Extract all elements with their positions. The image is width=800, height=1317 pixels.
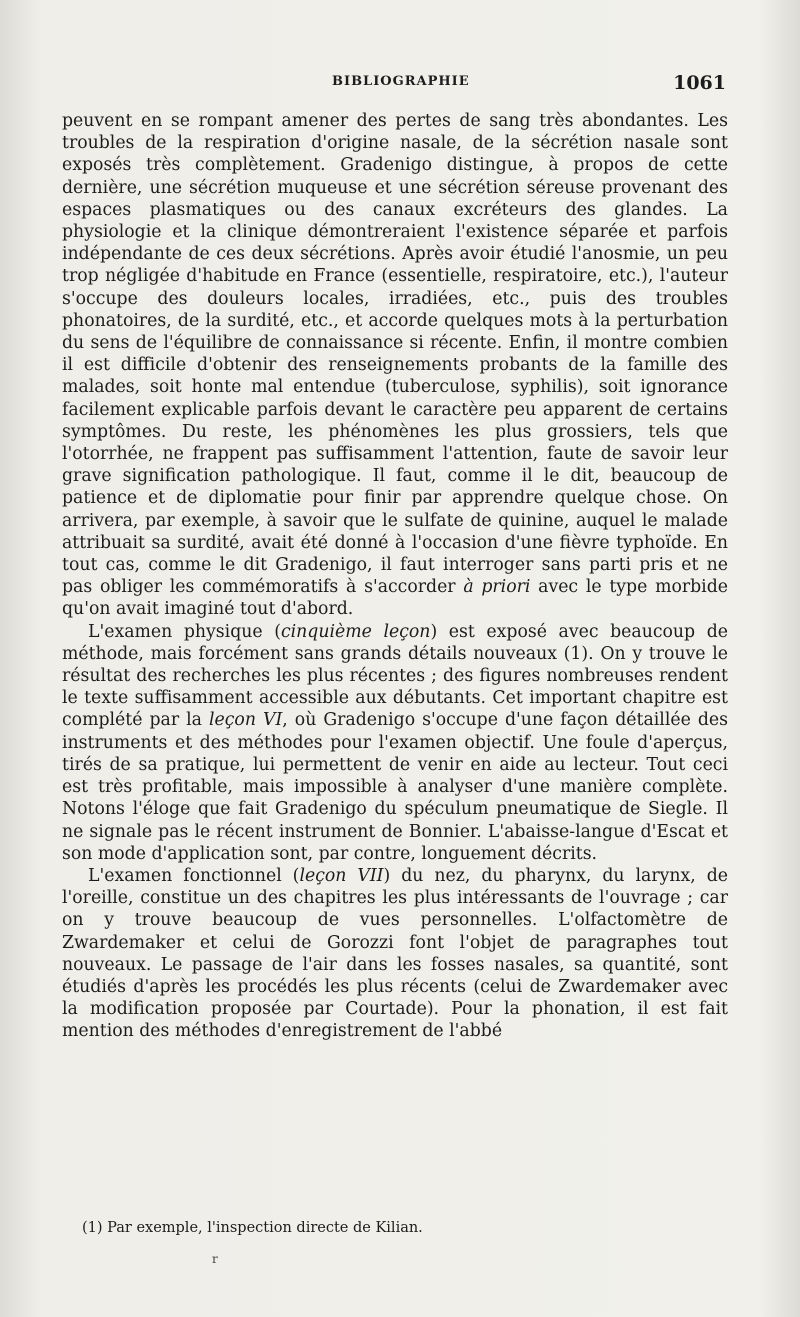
paragraph-2 (62, 621, 728, 865)
paragraph-2-text-b: ) est exposé avec beaucoup de méthode, mais forcément sans grands détails nouveaux (1). On y trouve le résultat des recherches les plus récentes ; des figures nombreuses rendent le texte suffisamment accessible aux débutants. Cet important chapitre est complété par la (62, 621, 729, 731)
footnote: (1) Par exemple, l'inspection directe de Kilian. (82, 1220, 423, 1236)
paragraph-3-italic-a: leçon VII (299, 865, 384, 886)
paragraph-1-text-end: avec le type morbide qu'on avait imaginé tout d'abord. (62, 577, 728, 620)
paragraph-1 (62, 110, 728, 621)
paragraph-3-text-a: L'examen fonctionnel ( (88, 865, 300, 886)
paragraph-2-text-a: L'examen physique ( (88, 621, 281, 642)
page-number: 1061 (673, 72, 726, 94)
stray-mark: r (212, 1252, 218, 1266)
running-head: BIBLIOGRAPHIE (332, 74, 470, 89)
paragraph-3-text-b: ) du nez, du pharynx, du larynx, de l'oreille, constitue un des chapitres les plus intéressants de l'ouvrage ; car on y trouve beaucoup de vues personnelles. L'olfactomètre de Zwardemaker et celui de Gorozzi font l'objet de paragraphes tout nouveaux. Le passage de l'air dans les fosses nasales, sa quantité, sont étudiés d'après les procédés les plus récents (celui de Zwardemaker avec la modification proposée par Courtade). Pour la phonation, il est fait mention des méthodes d'enregistrement de l'abbé (62, 865, 728, 1042)
paragraph-1-text: peuvent en se rompant amener des pertes de sang très abondantes. Les troubles de la respiration d'origine nasale, de la sécrétion nasale sont exposés très complètement. Gradenigo distingue, à propos de cette dernière, une sécrétion muqueuse et une sécrétion séreuse provenant des espaces plasmatiques ou des canaux excréteurs des glandes. La physiologie et la clinique démontreraient l'existence séparée et parfois indépendante de ces deux sécrétions. Après avoir étudié l'anosmie, un peu trop négligée d'habitude en France (essentielle, respiratoire, etc.), l'auteur s'occupe des douleurs locales, irradiées, etc., puis des troubles phonatoires, de la surdité, etc., et accorde quelques mots à la perturbation du sens de l'équilibre de connaissance si récente. Enfin, il montre combien il est difficile d'obtenir des renseignements probants de la famille des malades, soit honte mal entendue (tuberculose, syphilis), soit ignorance facilement explicable parfois devant le caractère peu apparent de certains symptômes. Du reste, les phénomènes les plus grossiers, tels que l'otorrhée, ne frappent pas suffisamment l'attention, faute de savoir leur grave signification pathologique. Il faut, comme il le dit, beaucoup de patience et de diplomatie pour finir par apprendre quelque chose. On arrivera, par exemple, à savoir que le sulfate de quinine, auquel le malade attribuait sa surdité, avait été donné à l'occasion d'une fièvre typhoïde. En tout cas, comme le dit Gradenigo, il faut interroger sans parti pris et ne pas obliger les commémoratifs à s'accorder (62, 111, 728, 598)
paragraph-3 (62, 865, 728, 1043)
body-text (62, 110, 728, 1043)
paragraph-2-italic-b: leçon VI (208, 710, 283, 731)
paragraph-1-italic: à priori (463, 577, 531, 598)
paragraph-2-text-c: , où Gradenigo s'occupe d'une façon détaillée des instruments et des méthodes pour l'examen objectif. Une foule d'aperçus, tirés de sa pratique, lui permettent de venir en aide au lecteur. Tout ceci est très profitable, mais impossible à analyser d'une manière complète. Notons l'éloge que fait Gradenigo du spéculum pneumatique de Siegle. Il ne signale pas le récent instrument de Bonnier. L'abaisse-langue d'Escat et son mode d'application sont, par contre, longuement décrits. (62, 710, 728, 864)
page-header (62, 72, 726, 96)
paragraph-2-italic-a: cinquième leçon (280, 621, 431, 642)
